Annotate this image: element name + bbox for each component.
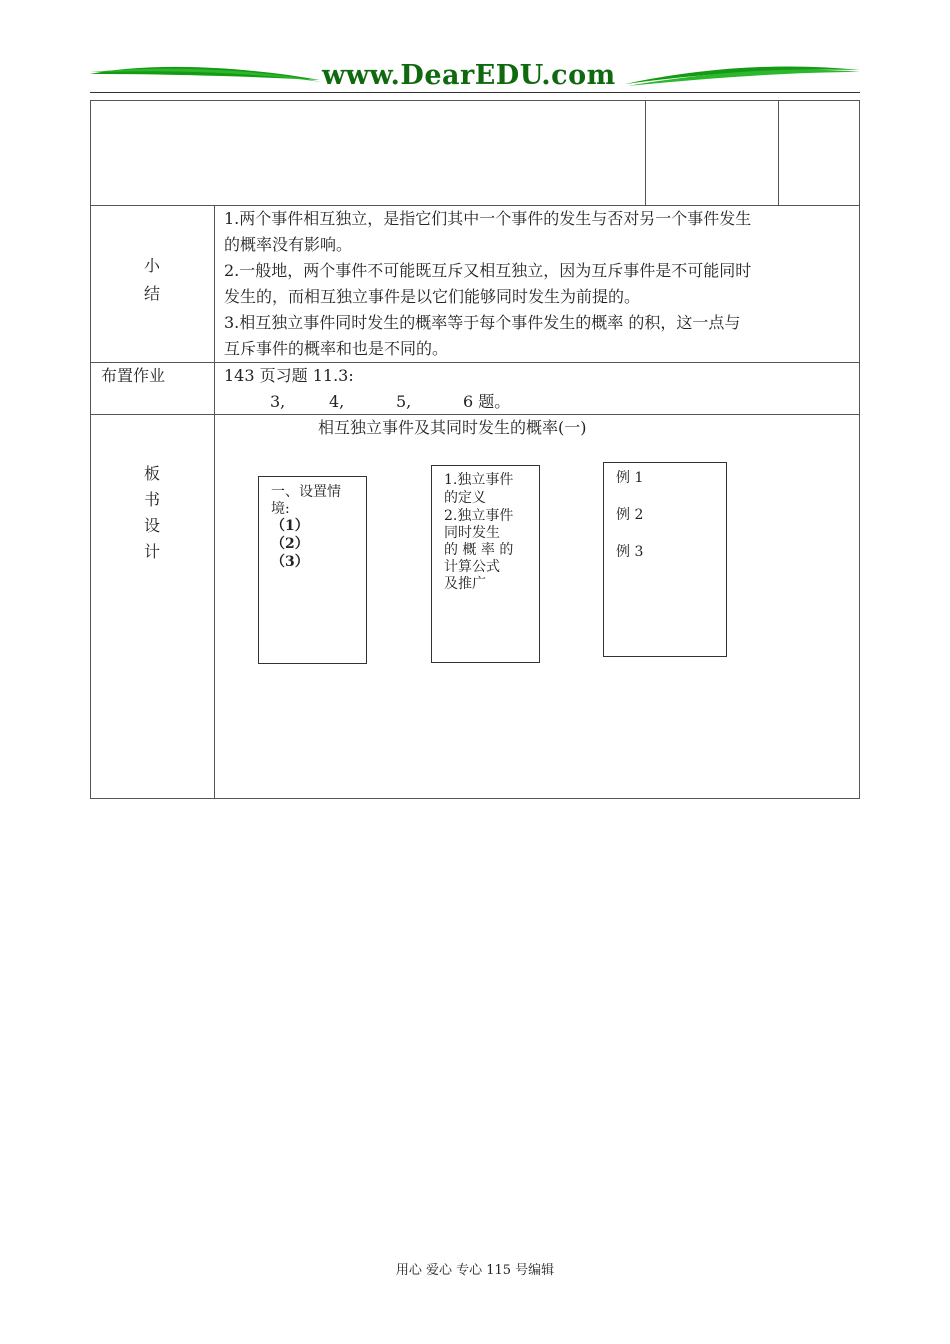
homework-item: 4, bbox=[329, 392, 345, 411]
table-border-top bbox=[90, 100, 860, 101]
box2-line: 2.独立事件 bbox=[444, 508, 514, 524]
column-divider bbox=[645, 100, 646, 205]
table-border-left bbox=[90, 100, 91, 799]
homework-label: 布置作业 bbox=[101, 366, 166, 385]
table-border-right bbox=[859, 100, 860, 799]
box1-line: 一、设置情 bbox=[271, 484, 341, 500]
box3-line: 例 2 bbox=[616, 507, 644, 523]
box2-line: 1.独立事件 bbox=[444, 472, 514, 488]
box2-line: 及推广 bbox=[444, 576, 486, 592]
box2-line: 计算公式 bbox=[444, 559, 500, 575]
column-divider bbox=[214, 205, 215, 799]
box2-line: 的 概 率 的 bbox=[444, 542, 514, 558]
board-label-3: 设 bbox=[143, 516, 160, 535]
row-divider bbox=[90, 362, 860, 363]
box3-line: 例 3 bbox=[616, 544, 644, 560]
board-title: 相互独立事件及其同时发生的概率(一) bbox=[318, 418, 587, 437]
box3-line: 例 1 bbox=[616, 470, 644, 486]
homework-item: 3, bbox=[270, 392, 286, 411]
box1-line: 境: bbox=[271, 501, 290, 517]
homework-line-1: 143 页习题 11.3: bbox=[224, 366, 354, 385]
box1-line: （1） bbox=[271, 518, 309, 534]
summary-label-1: 小 bbox=[143, 256, 160, 275]
summary-line-3: 2.一般地，两个事件不可能既互斥又相互独立，因为互斥事件是不可能同时 bbox=[224, 261, 752, 280]
summary-line-6: 互斥事件的概率和也是不同的。 bbox=[224, 339, 449, 358]
board-label-1: 板 bbox=[143, 464, 160, 483]
board-label-4: 计 bbox=[143, 542, 160, 561]
board-label-2: 书 bbox=[143, 490, 160, 509]
column-divider bbox=[778, 100, 779, 205]
page-footer: 用心 爱心 专心 115 号编辑 bbox=[395, 1263, 555, 1278]
summary-label-2: 结 bbox=[143, 284, 160, 303]
site-logo-text: www.DearEDU.com bbox=[322, 60, 616, 91]
box2-line: 的定义 bbox=[444, 490, 486, 506]
homework-item: 6 题。 bbox=[463, 392, 511, 411]
summary-line-4: 发生的，而相互独立事件是以它们能够同时发生为前提的。 bbox=[224, 287, 641, 306]
summary-line-2: 的概率没有影响。 bbox=[224, 235, 353, 254]
summary-line-5: 3.相互独立事件同时发生的概率等于每个事件发生的概率 的积，这一点与 bbox=[224, 313, 741, 332]
homework-item: 5, bbox=[396, 392, 412, 411]
summary-line-1: 1.两个事件相互独立，是指它们其中一个事件的发生与否对另一个事件发生 bbox=[224, 209, 752, 228]
table-border-bottom bbox=[90, 798, 860, 799]
box1-line: （3） bbox=[271, 554, 309, 570]
box1-line: （2） bbox=[271, 536, 309, 552]
header-divider bbox=[90, 92, 860, 93]
box2-line: 同时发生 bbox=[444, 525, 500, 541]
